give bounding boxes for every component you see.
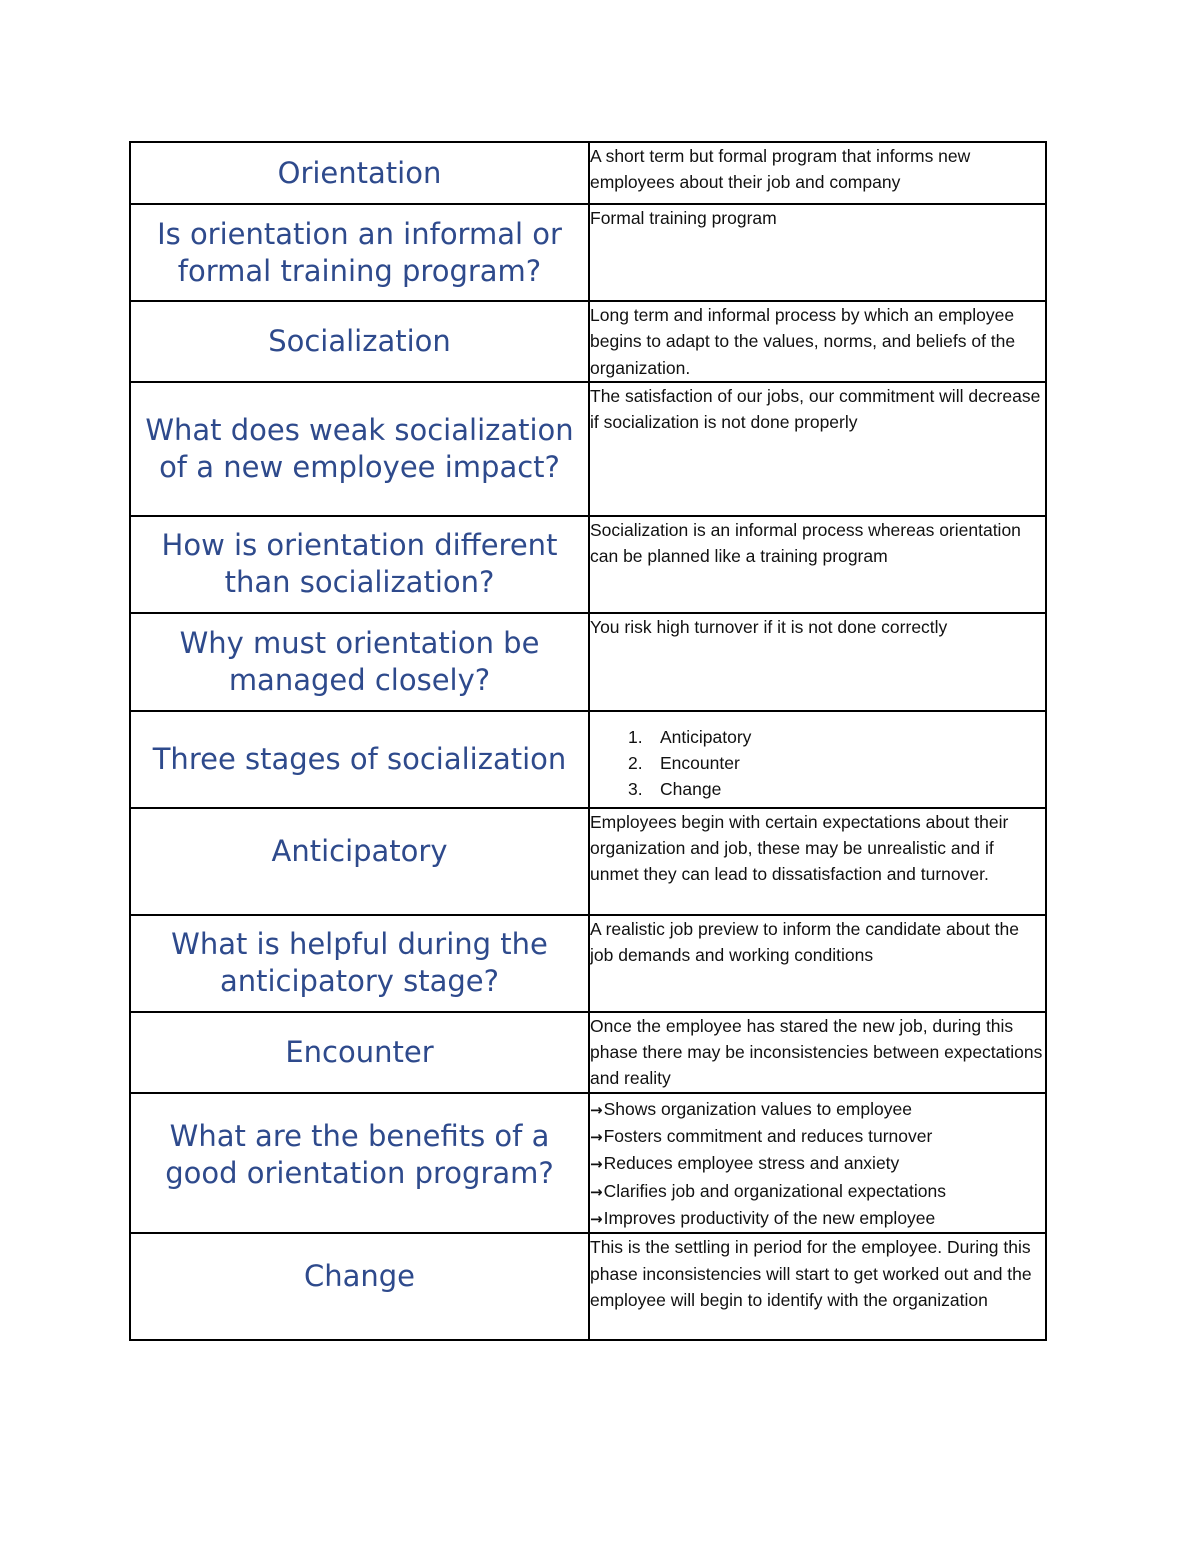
card-definition: Long term and informal process by which an employee begins to adapt to the values, norms, and beliefs of the organization. — [589, 301, 1046, 382]
card-term: What does weak socialization of a new employee impact? — [130, 382, 589, 516]
card-definition: Formal training program — [589, 204, 1046, 301]
card-term: Is orientation an informal or formal training program? — [130, 204, 589, 301]
card-row-weak-socialization — [130, 382, 1046, 516]
card-definition: A realistic job preview to inform the candidate about the job demands and working conditions — [589, 915, 1046, 1012]
arrow-right-icon: → — [590, 1182, 603, 1201]
card-term: How is orientation different than socialization? — [130, 516, 589, 613]
list-item — [590, 1178, 1045, 1205]
card-row-anticipatory — [130, 808, 1046, 915]
card-row-manage-orientation — [130, 613, 1046, 711]
card-term: Orientation — [130, 142, 589, 204]
list-item: Encounter — [660, 753, 740, 774]
card-row-three-stages — [130, 711, 1046, 808]
benefits-list — [590, 1096, 1045, 1232]
card-term: Why must orientation be managed closely? — [130, 613, 589, 711]
card-term: Encounter — [130, 1012, 589, 1093]
list-item — [590, 1150, 1045, 1177]
arrow-right-icon: → — [590, 1128, 603, 1147]
card-term: What is helpful during the anticipatory stage? — [130, 915, 589, 1012]
list-item — [590, 1096, 1045, 1123]
arrow-right-icon: → — [590, 1155, 603, 1174]
arrow-right-icon: → — [590, 1209, 603, 1228]
benefit-text: Improves productivity of the new employee — [603, 1207, 936, 1228]
card-row-orientation-benefits — [130, 1093, 1046, 1233]
list-item — [590, 1205, 1045, 1232]
card-term: Change — [130, 1233, 589, 1340]
stages-list — [590, 724, 1045, 803]
card-definition: This is the settling in period for the employee. During this phase inconsistencies will start to get worked out and the employee will begin to identify with the organization — [589, 1233, 1046, 1340]
card-term: Three stages of socialization — [130, 711, 589, 808]
benefit-text: Clarifies job and organizational expectations — [603, 1180, 947, 1201]
card-row-change — [130, 1233, 1046, 1340]
card-row-anticipatory-help — [130, 915, 1046, 1012]
card-term: Socialization — [130, 301, 589, 382]
list-item: Anticipatory — [660, 726, 752, 747]
card-definition: Socialization is an informal process whereas orientation can be planned like a training program — [589, 516, 1046, 613]
list-item: Change — [660, 779, 722, 800]
card-definition — [589, 1093, 1046, 1233]
card-row-orientation-type — [130, 204, 1046, 301]
card-row-socialization — [130, 301, 1046, 382]
card-row-encounter — [130, 1012, 1046, 1093]
card-term: What are the benefits of a good orientation program? — [130, 1093, 589, 1233]
list-item — [590, 1123, 1045, 1150]
card-definition — [589, 711, 1046, 808]
benefit-text: Reduces employee stress and anxiety — [603, 1153, 900, 1174]
flashcard-table — [129, 141, 1047, 1341]
card-term: Anticipatory — [130, 808, 589, 915]
card-definition: The satisfaction of our jobs, our commitment will decrease if socialization is not done properly — [589, 382, 1046, 516]
card-row-orientation-vs-socialization — [130, 516, 1046, 613]
card-definition: You risk high turnover if it is not done correctly — [589, 613, 1046, 711]
card-definition: Once the employee has stared the new job, during this phase there may be inconsistencies between expectations and reality — [589, 1012, 1046, 1093]
card-definition: Employees begin with certain expectations about their organization and job, these may be unrealistic and if unmet they can lead to dissatisfaction and turnover. — [589, 808, 1046, 915]
card-definition: A short term but formal program that informs new employees about their job and company — [589, 142, 1046, 204]
benefit-text: Shows organization values to employee — [603, 1098, 912, 1119]
benefit-text: Fosters commitment and reduces turnover — [603, 1126, 933, 1147]
arrow-right-icon: → — [590, 1100, 603, 1119]
card-row-orientation — [130, 142, 1046, 204]
